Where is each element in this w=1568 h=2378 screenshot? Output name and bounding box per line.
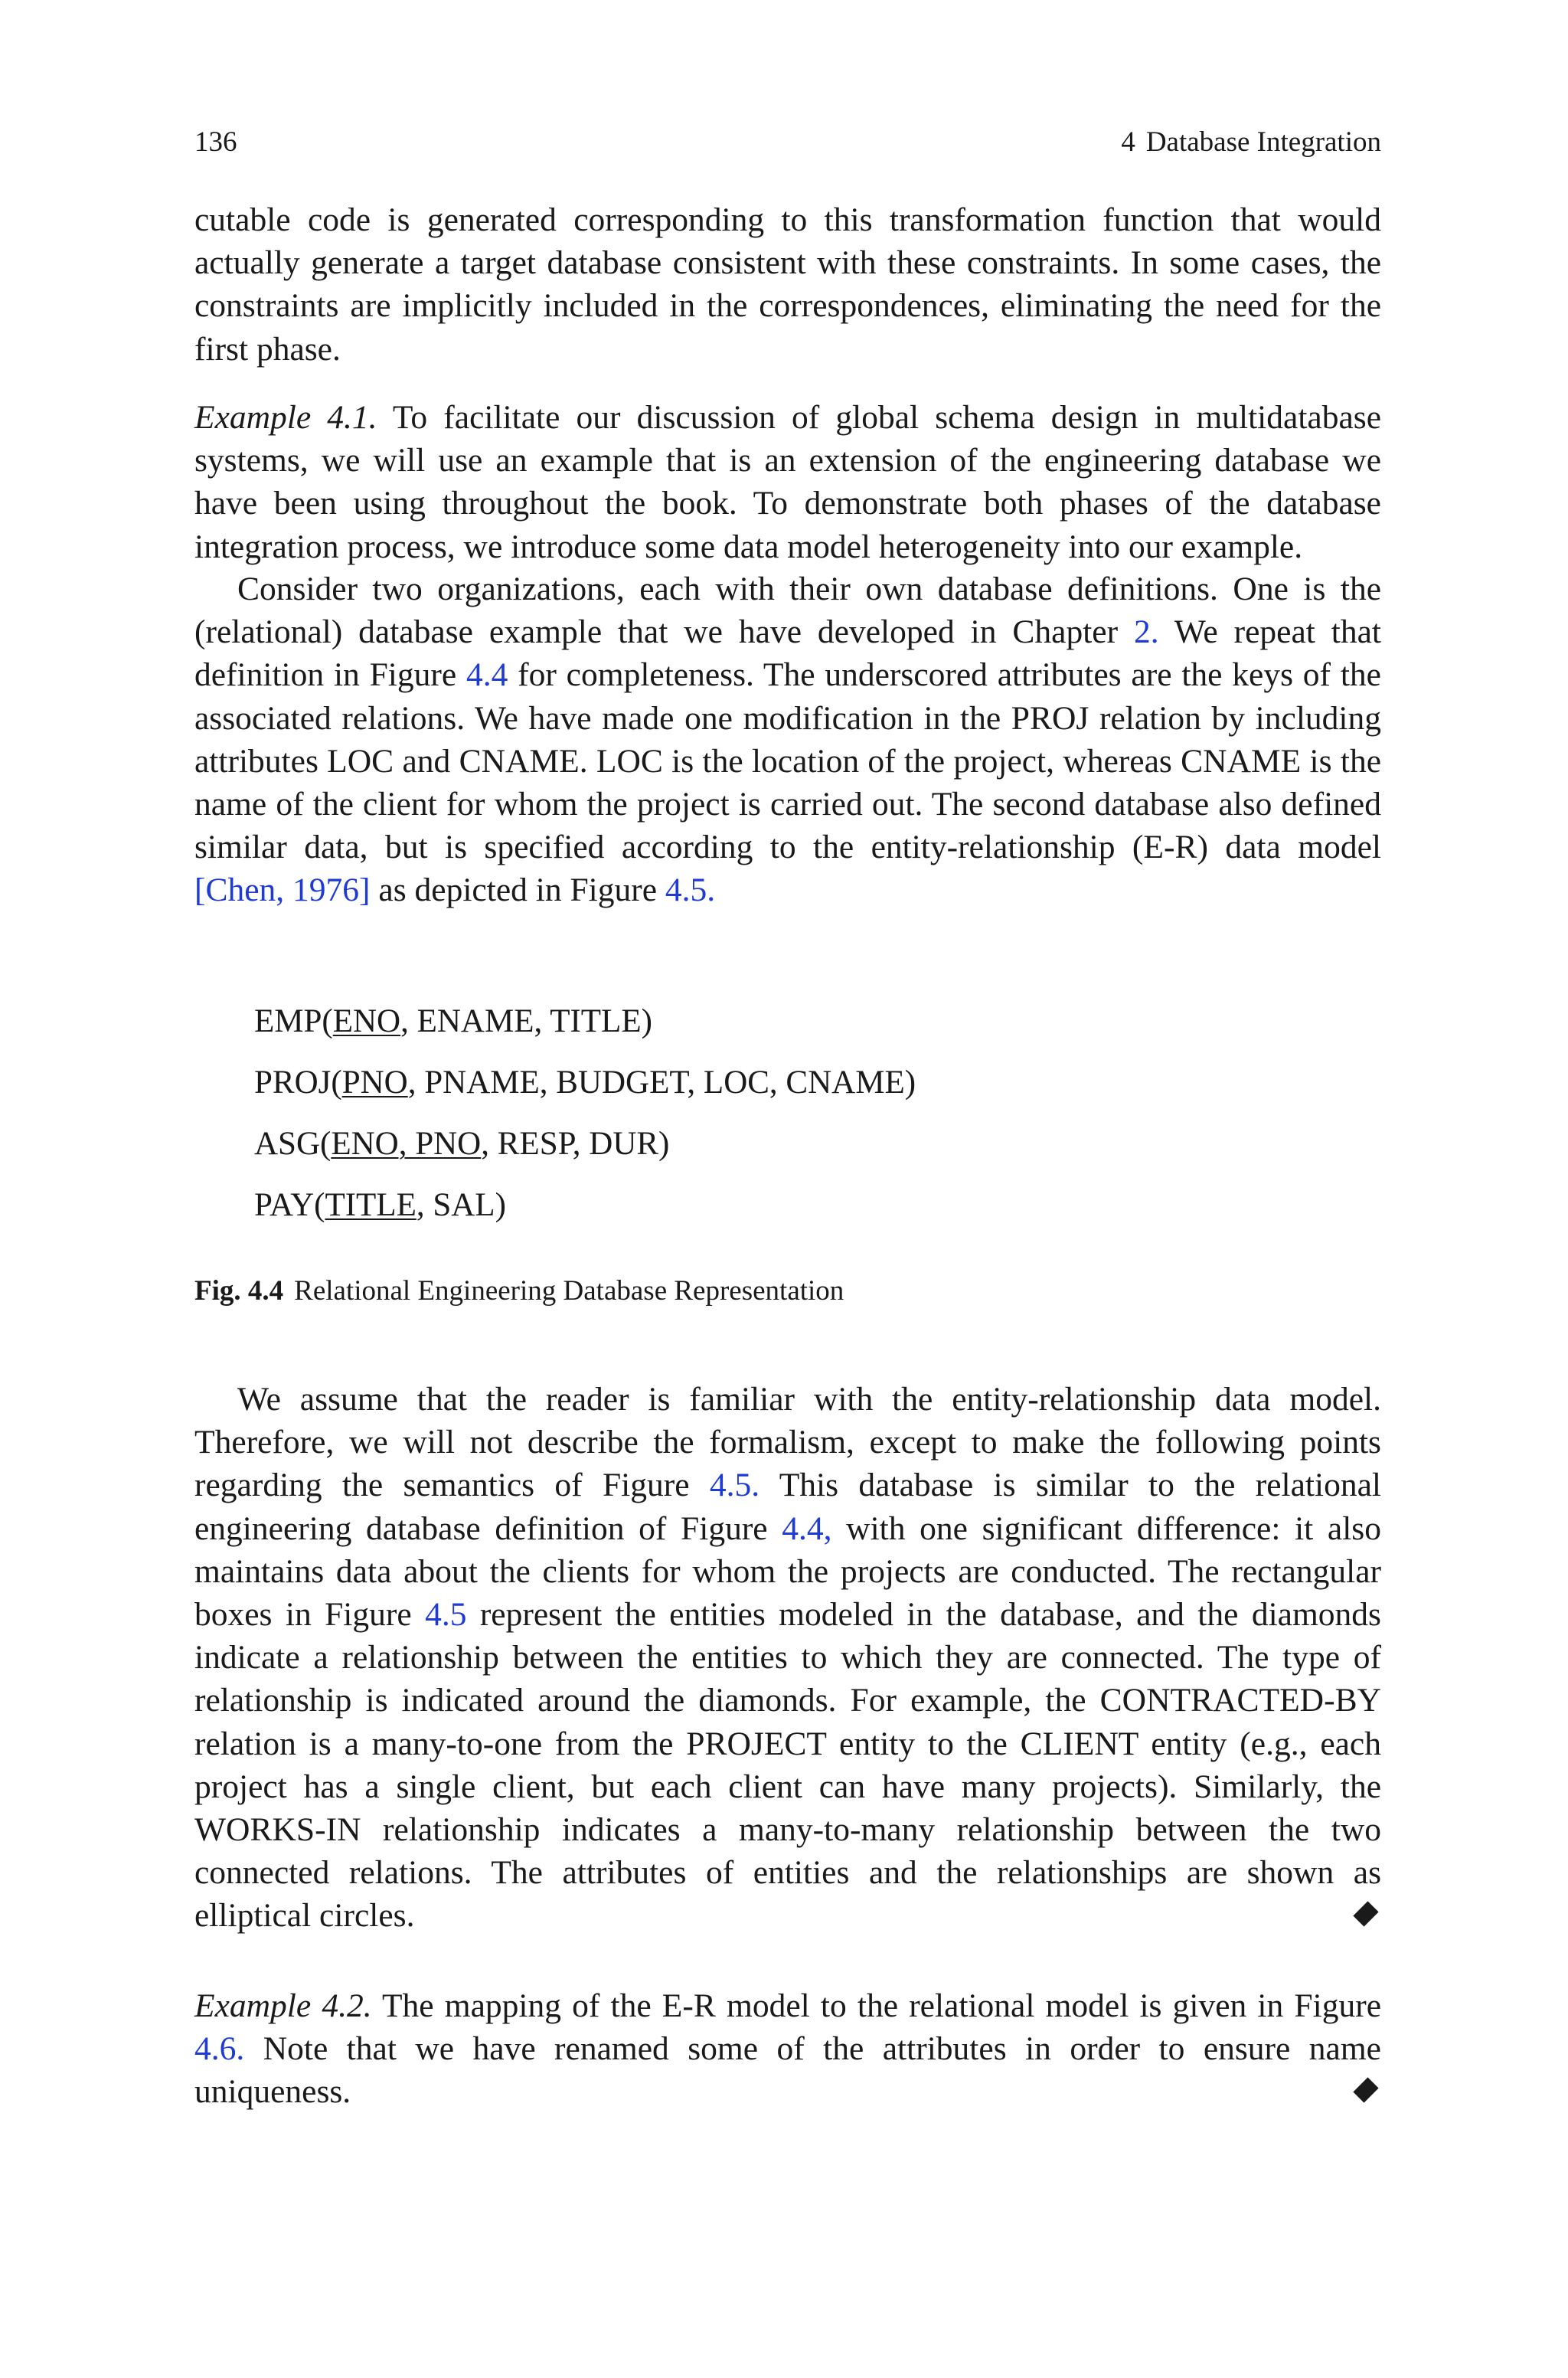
relation-emp [254,991,916,1052]
ref-figure-4-4[interactable]: 4.4, [782,1510,832,1547]
ref-figure-4-6[interactable]: 4.6. [194,2030,245,2068]
ref-figure-4-4[interactable]: 4.4 [466,656,508,694]
paragraph-text: The mapping of the E-R model to the relational model is given in Figure [371,1987,1381,2024]
relation-pay [254,1175,916,1236]
relation-proj [254,1052,916,1114]
paragraph-text: This database is similar to the relational engineering database definition of Figure [194,1467,1381,1547]
relation-key: TITLE [325,1187,416,1223]
paragraph-er-model [194,1378,1381,1938]
relation-key: PNO [341,1065,408,1101]
ref-figure-4-5[interactable]: 4.5. [665,872,716,909]
ref-chapter-2[interactable]: 2. [1134,613,1159,651]
paragraph-example-4-2 [194,1984,1381,2114]
figure-label: Fig. 4.4 [194,1275,284,1307]
example-label: Example 4.2. [194,1987,372,2024]
relation-list [254,991,916,1236]
relation-attrs: , PNAME, BUDGET, LOC, CNAME) [407,1065,916,1101]
paragraph-text: represent the entities modeled in the database, and the diamonds indicate a relationship between the entities to which they are connected. The type of relationship is indicated around the diamonds. For example, the CONTRACTED-BY relation is a many-to-one from the PROJECT entity to the CLIENT entity (e.g., each project has a single client, but each client can have many projects). Similarly, the WORKS-IN relationship indicates a many-to-many relationship between the two connected relations. The attributes of entities and the relationships are shown as elliptical circles. [194,1596,1381,1935]
relation-name: PAY( [254,1187,325,1223]
paragraph-text: We repeat that definition in Figure [194,613,1381,694]
example-label: Example 4.1. [194,399,377,436]
relation-attrs: , SAL) [416,1187,506,1223]
paragraph-text: To facilitate our discussion of global schema design in multidatabase systems, we will use an example that is an extension of the engineering database we have been using throughout the book. To demonstrate both phases of the database integration process, we introduce some data model heterogeneity into our example. [194,399,1381,565]
figure-caption [194,1273,844,1310]
relation-asg [254,1114,916,1175]
chapter-number: 4 [1121,126,1135,158]
end-of-example-diamond-icon [1353,1902,1378,1927]
page-number: 136 [194,126,237,158]
paragraph-text: cutable code is generated corresponding to this transformation function that would actually generate a target database consistent with these constraints. In some cases, the constraints are implicitly included in the correspondences, eliminating the need for the first phase. [194,201,1381,368]
ref-chen-1976[interactable]: [Chen, 1976] [194,872,371,909]
paragraph-continuation [194,198,1381,371]
relation-name: ASG( [254,1126,332,1162]
paragraph-text: as depicted in Figure [370,872,665,909]
paragraph-text: with one significant difference: it also maintains data about the clients for whom the projects are conducted. The rectangular boxes in Figure [194,1510,1381,1634]
paragraph-text: Consider two organizations, each with their own database definitions. One is the (relational) database example that we have developed in Chapter [194,571,1381,651]
end-of-example-diamond-icon [1353,2078,1378,2103]
paragraph-two-organizations [194,568,1381,912]
figure-caption-text: Relational Engineering Database Representation [294,1275,844,1307]
relation-key: ENO [332,1003,401,1039]
paragraph-text: for completeness. The underscored attributes are the keys of the associated relations. We have made one modification in the PROJ relation by including attributes LOC and CNAME. LOC is the location of the project, whereas CNAME is the name of the client for whom the project is carried out. The second database also defined similar data, but is specified according to the entity-relationship (E-R) data model [194,656,1381,866]
relation-name: EMP( [254,1003,333,1039]
paragraph-example-4-1 [194,396,1381,568]
relation-attrs: , ENAME, TITLE) [400,1003,652,1039]
ref-figure-4-5[interactable]: 4.5 [425,1596,467,1634]
running-head [194,124,1381,161]
chapter-title-text: Database Integration [1145,126,1381,158]
relation-attrs: , RESP, DUR) [481,1126,670,1162]
paragraph-text: We assume that the reader is familiar with the entity-relationship data model. Therefore, we will not describe the formalism, except to make the following points regarding the semantics of Figure [194,1381,1381,1504]
paragraph-text: Note that we have renamed some of the attributes in order to ensure name uniqueness. [194,2030,1381,2111]
relation-key: ENO, PNO [331,1126,482,1162]
relation-name: PROJ( [254,1065,342,1101]
chapter-title [1121,124,1381,161]
ref-figure-4-5[interactable]: 4.5. [709,1467,760,1504]
